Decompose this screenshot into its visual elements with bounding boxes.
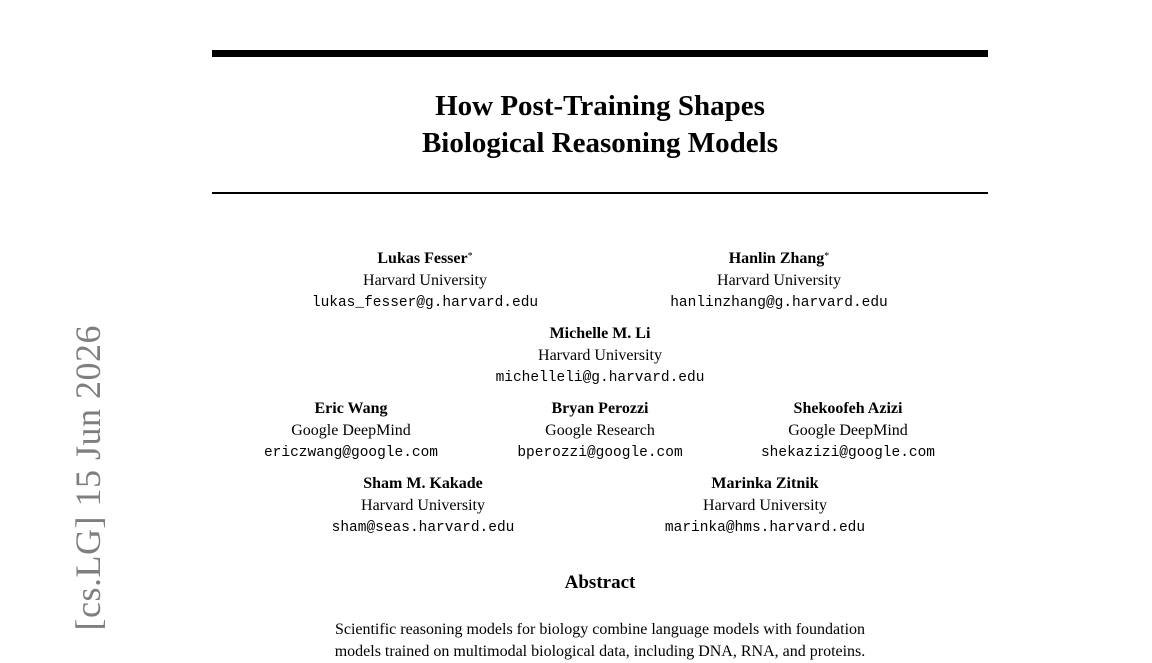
author-block (332, 473, 515, 539)
author-affiliation: Google DeepMind (291, 422, 411, 439)
author-affiliation: Harvard University (538, 347, 662, 364)
paper-title (212, 88, 988, 162)
author-affiliation: Harvard University (363, 272, 487, 289)
author-name: Lukas Fesser* (377, 250, 473, 267)
author-affiliation: Google DeepMind (788, 422, 908, 439)
abstract-line-2: models trained on multimodal biological data, including DNA, RNA, and proteins. (334, 643, 866, 660)
author-block (496, 323, 705, 389)
paper-title-line-2: Biological Reasoning Models (421, 127, 779, 159)
author-email: bperozzi@google.com (517, 445, 683, 461)
author-email: sham@seas.harvard.edu (331, 520, 515, 536)
paper-title-line-1: How Post-Training Shapes (435, 90, 765, 122)
author-block (312, 248, 538, 314)
author-name: Eric Wang (314, 400, 388, 417)
author-affiliation: Harvard University (717, 272, 841, 289)
author-name: Hanlin Zhang* (728, 250, 830, 267)
abstract-line-1: Scientific reasoning models for biology combine language models with foundation (334, 621, 866, 638)
author-email: ericzwang@google.com (263, 445, 439, 461)
author-name: Michelle M. Li (549, 325, 651, 342)
equal-contribution-mark: * (467, 251, 473, 262)
author-affiliation: Google Research (545, 422, 655, 439)
author-block (665, 473, 865, 539)
author-affiliation: Harvard University (361, 497, 485, 514)
author-name: Bryan Perozzi (551, 400, 649, 417)
author-email: lukas_fesser@g.harvard.edu (311, 295, 539, 311)
arxiv-identifier: [cs.LG] 15 Jun 2026 (68, 325, 108, 631)
author-name: Sham M. Kakade (363, 475, 483, 492)
abstract-text (270, 619, 930, 663)
top-rule (212, 50, 988, 57)
author-block (670, 248, 888, 314)
equal-contribution-mark: * (824, 251, 830, 262)
author-block (264, 398, 438, 464)
author-email: michelleli@g.harvard.edu (495, 370, 705, 386)
author-block (761, 398, 935, 464)
abstract-heading: Abstract (564, 572, 636, 593)
author-email: marinka@hms.harvard.edu (664, 520, 866, 536)
author-affiliation: Harvard University (703, 497, 827, 514)
author-email: hanlinzhang@g.harvard.edu (670, 295, 888, 311)
author-name: Shekoofeh Azizi (793, 400, 903, 417)
title-rule (212, 192, 988, 194)
author-email: shekazizi@google.com (760, 445, 936, 461)
author-block (517, 398, 682, 464)
author-name: Marinka Zitnik (711, 475, 819, 492)
